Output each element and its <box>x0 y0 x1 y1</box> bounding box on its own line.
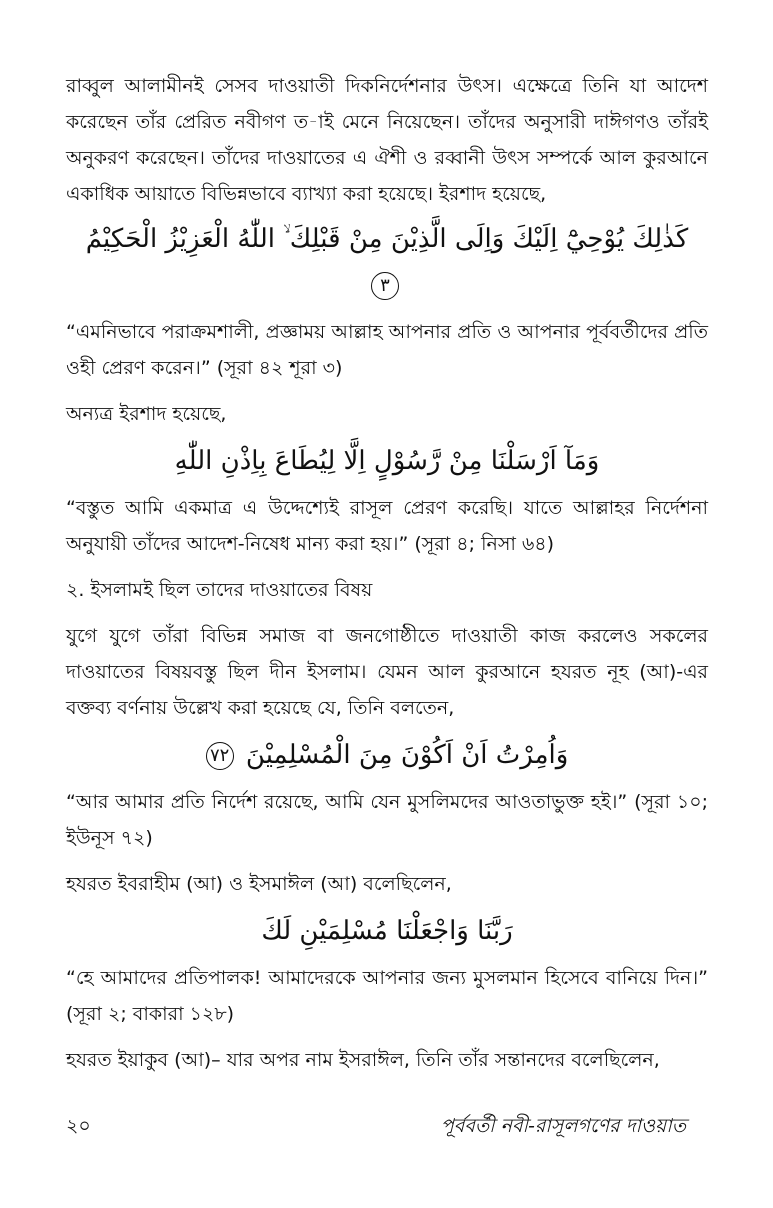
paragraph-ibrahim: হযরত ইবরাহীম (আ) ও ইসমাঈল (আ) বলেছিলেন, <box>66 873 452 895</box>
paragraph-yaqub: হযরত ইয়াকুব (আ)– যার অপর নাম ইসরাঈল, তিনি তাঁর সন্তানদের বলেছিলেন, <box>66 1049 660 1071</box>
translation-baqara: “হে আমাদের প্রতিপালক! আমাদেরকে আপনার জন্য মুসলমান হিসেবে বানিয়ে দিন।” (সূরা ২; বাকারা ১২৮) <box>66 967 708 1025</box>
arabic-verse-text: كَذٰلِكَ يُوْحِيْٓ اِلَيْكَ وَاِلَى الَّذِيْنَ مِنْ قَبْلِكَ ۙ اللّٰهُ الْعَزِيْزُ الْحَكِيْمُ <box>85 224 689 254</box>
arabic-verse-nisa <box>66 438 708 484</box>
running-title: পূর্ববর্তী নবী-রাসূলগণের দাওয়াত <box>440 1115 686 1137</box>
arabic-verse-text: رَبَّنَا وَاجْعَلْنَا مُسْلِمَيْنِ لَكَ <box>261 916 513 946</box>
arabic-verse-baqara <box>66 908 708 954</box>
paragraph-elsewhere: অন্যত্র ইরশাদ হয়েছে, <box>66 403 227 425</box>
paragraph-islam-subject: যুগে যুগে তাঁরা বিভিন্ন সমাজ বা জনগোষ্ঠীতে দাওয়াতী কাজ করলেও সকলের দাওয়াতের বিষয়বস্তু ছিল দীন ইসলাম। যেমন আল কুরআনে হযরত নূহ (আ)-এর বক্তব্য বর্ণনায় উল্লেখ করা হয়েছে যে, তিনি বলতেন, <box>66 625 708 719</box>
ayah-number-mark: ٧٢ <box>206 742 234 770</box>
section-heading: ২. ইসলামই ছিল তাদের দাওয়াতের বিষয় <box>66 579 373 601</box>
ayah-number-mark: ٣ <box>371 272 399 300</box>
arabic-verse-text: وَاُمِرْتُ اَنْ اَكُوْنَ مِنَ الْمُسْلِمِيْنَ <box>245 740 569 770</box>
page-footer <box>66 1108 708 1144</box>
translation-shura: “এমনিভাবে পরাক্রমশালী, প্রজ্ঞাময় আল্লাহ আপনার প্রতি ও আপনার পূর্ববর্তীদের প্রতি ওহী প্রেরণ করেন।” (সূরা ৪২ শূরা ৩) <box>66 321 708 379</box>
arabic-verse-yunus <box>66 732 708 778</box>
page-body <box>66 68 708 1078</box>
arabic-verse-shura <box>66 216 708 308</box>
page-number: ২০ <box>66 1115 91 1137</box>
paragraph-intro: রাব্বুল আলামীনই সেসব দাওয়াতী দিকনির্দেশনার উৎস। এক্ষেত্রে তিনি যা আদেশ করেছেন তাঁর প্রেরিত নবীগণ ত-াই মেনে নিয়েছেন। তাঁদের অনুসারী দাঈগণও তাঁরই অনুকরণ করেছেন। তাঁদের দাওয়াতের এ ঐশী ও রব্বানী উৎস সম্পর্কে আল কুরআনে একাধিক আয়াতে বিভিন্নভাবে ব্যাখ্যা করা হয়েছে। ইরশাদ হয়েছে, <box>66 75 708 205</box>
arabic-verse-text: وَمَآ اَرْسَلْنَا مِنْ رَّسُوْلٍ اِلَّا لِيُطَاعَ بِاِذْنِ اللّٰهِ <box>174 446 600 476</box>
translation-nisa: “বস্তুত আমি একমাত্র এ উদ্দেশ্যেই রাসূল প্রেরণ করেছি। যাতে আল্লাহর নির্দেশনা অনুযায়ী তাঁদের আদেশ-নিষেধ মান্য করা হয়।” (সূরা ৪; নিসা ৬৪) <box>66 497 708 555</box>
translation-yunus: “আর আমার প্রতি নির্দেশ রয়েছে, আমি যেন মুসলিমদের আওতাভুক্ত হই।” (সূরা ১০; ইউনূস ৭২) <box>66 791 708 849</box>
